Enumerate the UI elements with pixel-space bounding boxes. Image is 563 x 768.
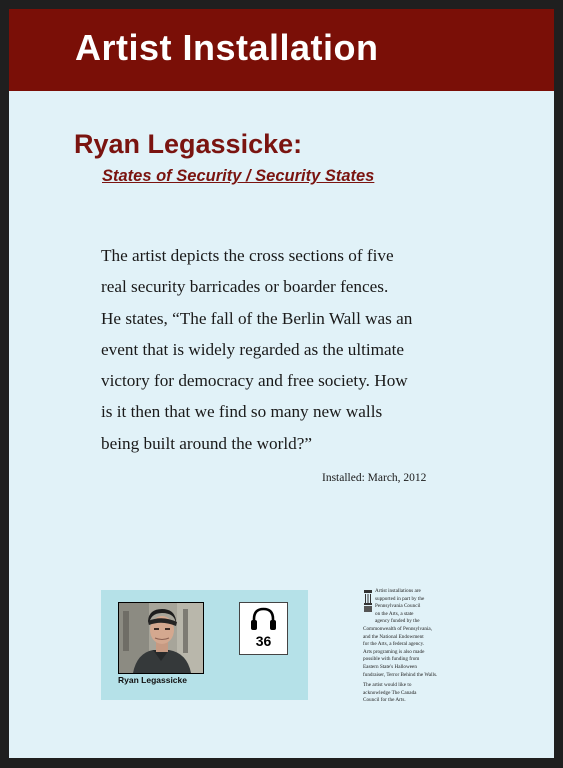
work-title: States of Security / Security States: [102, 167, 375, 185]
funding-line: Arts programing is also made: [363, 648, 425, 655]
installation-panel: [9, 9, 554, 758]
banner-title: Artist Installation: [75, 27, 379, 68]
audio-stop-tag: [239, 602, 288, 655]
artist-photo: [118, 602, 204, 674]
description-line: victory for democracy and free society. How: [101, 371, 408, 391]
artwork-description: [101, 240, 461, 459]
funding-line: Artist installations are: [375, 588, 421, 594]
funding-line: fundraiser, Terror Behind the Walls.: [363, 671, 438, 678]
description-line: is it then that we find so many new walls: [101, 402, 383, 422]
funding-notice: [363, 588, 451, 705]
artist-portrait-image: [119, 603, 203, 673]
installed-date: Installed: March, 2012: [322, 472, 427, 484]
description-line: being built around the world?”: [101, 433, 312, 453]
artist-name: Ryan Legassicke:: [74, 129, 303, 159]
header-banner: [9, 9, 554, 91]
funding-line: Pennsylvania Council: [375, 603, 421, 610]
acknowledgement-line: acknowledge The Canada: [363, 689, 417, 696]
funding-line: possible with funding from: [363, 656, 420, 663]
description-line: event that is widely regarded as the ultimate: [101, 339, 405, 359]
description-line: He states, “The fall of the Berlin Wall was an: [101, 308, 413, 328]
description-line: real security barricades or boarder fences.: [101, 277, 389, 297]
photo-caption: Ryan Legassicke: [118, 675, 187, 685]
funding-line: Eastern State's Halloween: [363, 663, 417, 670]
audio-stop-number: 36: [255, 633, 272, 649]
acknowledgement-line: Council for the Arts.: [363, 697, 406, 704]
funding-line: and the National Endowment: [363, 633, 424, 640]
funding-line: on the Arts, a state: [375, 610, 414, 617]
funding-line: supported in part by the: [375, 595, 425, 602]
pennsylvania-council-on-the-arts-logo: [363, 589, 373, 613]
headphones-icon: [250, 607, 277, 631]
funding-line: for the Arts, a federal agency.: [363, 641, 425, 648]
acknowledgement-line: The artist would like to: [363, 682, 412, 689]
audio-tour-box: [101, 590, 308, 700]
funding-line: Commonwealth of Pennsylvania,: [363, 625, 433, 632]
description-line: The artist depicts the cross sections of five: [101, 246, 394, 265]
funding-line: agency funded by the: [375, 618, 420, 625]
